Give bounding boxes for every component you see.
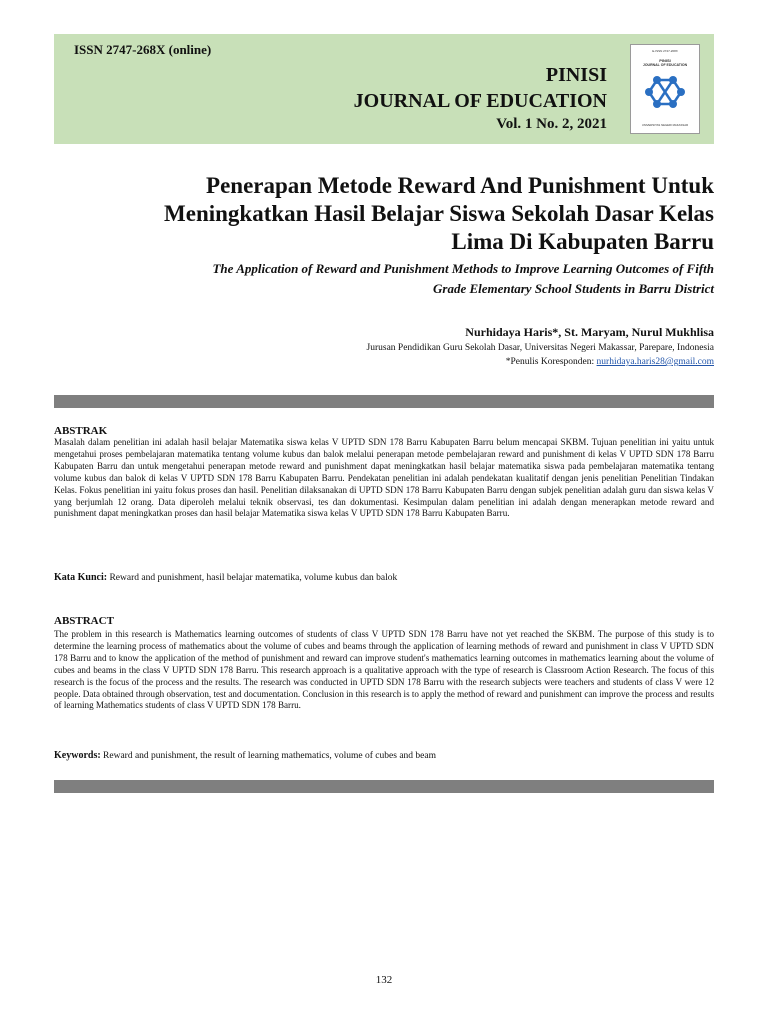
- journal-title-block: [354, 62, 607, 134]
- keywords-label: Keywords:: [54, 750, 101, 761]
- page-number: 132: [375, 974, 393, 986]
- abstract-heading: ABSTRACT: [54, 615, 114, 627]
- title-line-1: Penerapan Metode Reward And Punishment Untuk: [206, 173, 714, 198]
- issn-label: ISSN 2747-268X (online): [74, 42, 212, 57]
- cover-title-1: PINISI: [659, 58, 671, 63]
- journal-header-band: [54, 34, 714, 144]
- cover-university-text: UNIVERSITAS NEGERI MAKASSAR: [641, 123, 689, 127]
- abstrak-heading: ABSTRAK: [54, 425, 108, 437]
- correspondent-label: *Penulis Koresponden:: [505, 357, 597, 367]
- cover-issn-text: E-ISSN 2747-268X: [652, 49, 678, 53]
- title-line-2: Meningkatkan Hasil Belajar Siswa Sekolah Dasar Kelas: [164, 201, 714, 226]
- article-english-title: [54, 259, 714, 299]
- subtitle-line-2: Grade Elementary School Students in Barru District: [433, 281, 714, 296]
- journal-volume: Vol. 1 No. 2, 2021: [496, 116, 607, 132]
- correspondent-email-link[interactable]: nurhidaya.haris28@gmail.com: [596, 357, 714, 367]
- article-title: [54, 172, 714, 256]
- kata-kunci-label: Kata Kunci:: [54, 572, 108, 583]
- subtitle-line-1: The Application of Reward and Punishment Methods to Improve Learning Outcomes of Fifth: [212, 261, 714, 276]
- abstract-body: The problem in this research is Mathematics learning outcomes of students of class V UPTD SDN 178 Barru have not yet reached the SKBM. The purpose of this study is to determine the learning process of mathematics about the volume of cubes and beams through the application of learning methods of reward and punishment in class V UPTD SDN 178 Barru and to know the application of the method of punishment and reward can improve student's mathematics learning outcomes in mathematics learning about the volume of cubes and beams in the class V UPTD SDN 178 Barru. This research approach is a qualitative approach with the type of research is Classroom Action Research. The focus of this research is the focus of the process and the results. The research was conducted in UPTD SDN 178 Barru with the research subjects were teachers and students of class V were 12 people. Data obtained through observation, test and documentation. Conclusion in this research is to apply the method of reward and punishment can improve the process and results of learning Mathematics students of class V UPTD SDN 178 Barru.: [54, 629, 714, 711]
- cover-title-2: JOURNAL OF EDUCATION: [642, 63, 688, 67]
- journal-cover-thumbnail: [630, 44, 700, 134]
- kata-kunci-text: Reward and punishment, hasil belajar matematika, volume kubus dan balok: [107, 573, 398, 583]
- journal-name-line1: PINISI: [545, 64, 607, 86]
- divider-bar-bottom: [54, 780, 714, 793]
- journal-name-line2: JOURNAL OF EDUCATION: [353, 90, 607, 112]
- kata-kunci: [54, 572, 397, 583]
- abstrak-body: Masalah dalam penelitian ini adalah hasil belajar Matematika siswa kelas V UPTD SDN 178 Barru Kabupaten Barru belum mencapai SKBM. Tujuan penelitian ini yaitu untuk mengetahui proses pembelajaran matematika tentang volume kubus dan balok melalui penerapan metode pembelajaran reward and punishment di kelas V UPTD SDN 178 Barru Kabupaten Barru dan untuk mengetahui penerapan metode reward and punishment dapat meningkatkan hasil belajar matematika siswa pada pembelajaran matematika tentang volume kubus dan balok di kelas V UPTD SDN 178 Barru Kabupaten Barru. Pendekatan penelitian ini adalah pendekatan kualitatif dengan jenis penelitian Penelitian Tindakan Kelas. Fokus penelitian ini yaitu fokus proses dan hasil. Penelitian dilaksanakan di UPTD SDN 178 Barru Kabupaten Barru dengan subjek penelitian adalah guru dan siswa kelas V yang berjumlah 12 orang. Data diperoleh melalui teknik observasi, tes dan dokumentasi. Kesimpulan dalam penelitian ini adalah dengan menerapkan metode reward and punishment dapat meningkatkan proses dan hasil belajar Matematika siswa kelas V UPTD SDN 178 Barru Kabupaten Barru.: [54, 437, 714, 519]
- title-line-3: Lima Di Kabupaten Barru: [451, 229, 714, 254]
- author-list: Nurhidaya Haris*, St. Maryam, Nurul Mukhlisa: [465, 325, 714, 339]
- corresponding-author: [506, 357, 714, 367]
- keywords-text: Reward and punishment, the result of learning mathematics, volume of cubes and beam: [100, 751, 436, 761]
- divider-bar-top: [54, 395, 714, 408]
- keywords: [54, 750, 436, 761]
- author-affiliation: Jurusan Pendidikan Guru Sekolah Dasar, Universitas Negeri Makassar, Parepare, Indonesia: [366, 343, 714, 353]
- molecule-logo-icon: [643, 72, 687, 112]
